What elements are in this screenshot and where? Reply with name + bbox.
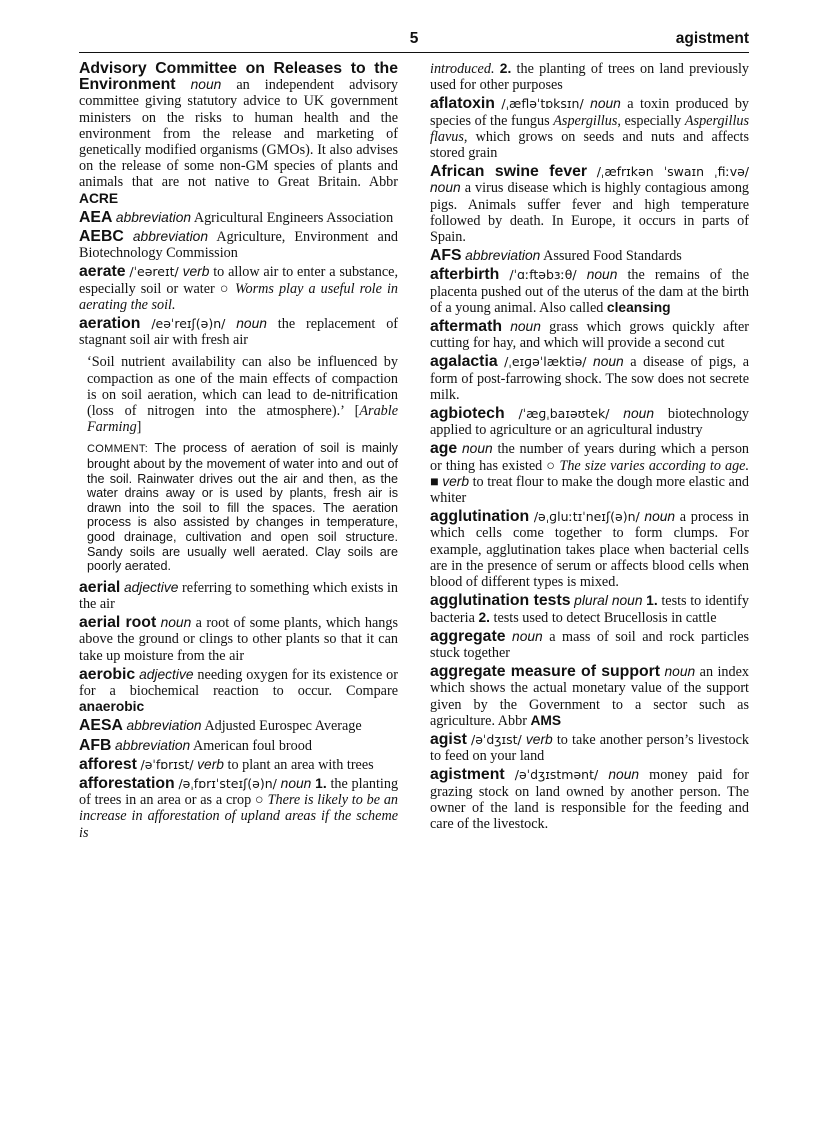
headword: afforestation [79,775,175,793]
definition: the replacement of stagnant soil air with fresh air [79,316,399,349]
part-of-speech: plural noun [574,593,643,609]
pronunciation: /ˌæfrɪkən ˈswaɪn ˌfiːvə/ [596,164,749,180]
example: There is likely to be an increase in afforestation of upland areas if the scheme is [79,792,399,841]
part-of-speech: noun [190,77,222,93]
definition: Agricultural Engineers Association [193,209,394,226]
cross-reference: ACRE [79,190,119,206]
example-circle-icon: ○ [546,457,556,474]
quote-source: Arable Farming [87,403,398,436]
part-of-speech: noun [664,664,696,680]
definition: to treat flour to make the dough more elastic and whiter [430,473,750,507]
entry-age [430,441,749,506]
quote-source-close: ] [136,419,142,436]
entry-afforest [79,757,398,773]
cross-reference: cleansing [606,299,671,315]
headword: AESA [79,717,123,735]
example-circle-icon: ○ [255,792,264,809]
definition: needing oxygen for its existence or for a biochemical reaction to occur. Compare [79,666,398,700]
definition: a root of some plants, which hangs above the ground or clings to other plants so that it can take up moisture from the air [79,615,398,664]
entry-aftermath [430,319,749,351]
entry-afb [79,738,398,754]
sense-number: 1. [646,593,658,609]
pronunciation: /ˈeəreɪt/ [129,264,179,280]
part-of-speech: abbreviation [132,229,209,245]
entry-afforestation-continued [430,61,749,93]
headword: agalactia [430,353,498,371]
part-of-speech: abbreviation [115,737,191,753]
definition: the planting of trees on land previously used for other purposes [430,61,750,94]
quotation [87,354,398,435]
entry-agalactia [430,354,749,403]
definition: grass which grows quickly after cutting for hay, and which will provide a second cut [430,319,750,352]
left-column [79,61,398,844]
part-of-speech: noun [236,316,267,332]
part-of-speech: verb [182,264,210,280]
running-head: agistment [675,30,749,47]
sense-number: 1. [315,776,327,792]
pronunciation: /əˈfɒrɪst/ [140,756,194,772]
entry-aeration [79,316,398,348]
page-header [79,30,749,53]
entry-agglutination-tests [430,593,749,625]
definition: Adjusted Eurospec Average [204,718,362,735]
definition: the number of years during which a person or thing has existed [430,441,750,474]
example: Worms play a useful role in aerating the soil. [79,280,399,313]
headword: afterbirth [430,266,500,284]
entry-aerial [79,580,398,612]
entry-aerobic [79,667,398,716]
definition: a mass of soil and rock particles stuck together [430,628,750,661]
quote-source-open: [ [354,403,360,420]
definition: , which grows on seeds and nuts and affects stored grain [430,128,749,162]
part-of-speech: noun [593,354,624,370]
part-of-speech: noun [160,615,192,631]
part-of-speech: noun [586,267,618,283]
definition: Assured Food Standards [543,248,682,265]
pronunciation: /ˈæɡˌbaɪəʊtek/ [518,406,610,422]
headword: afforest [79,755,137,773]
headword: aggregate [430,627,506,645]
species-name: Aspergillus flavus [430,112,749,145]
headword: aerate [79,263,126,281]
entry-agistment [430,767,749,832]
part-of-speech: verb [442,473,470,489]
example-circle-icon: ○ [219,280,230,297]
definition: a virus disease which is highly contagious among pigs. Animals suffer fever and high temperature followed by death. In Europe, it occurs in parts of Spain. [430,180,750,246]
species-name: Aspergillus [553,112,618,129]
headword: agbiotech [430,405,505,423]
definition: a disease of pigs, a form of post-farrowing shock. The sow does not secrete milk. [430,354,750,403]
part-of-speech: abbreviation [465,248,541,264]
headword: AFB [79,736,112,754]
entry-afs [430,248,749,264]
entry-aea [79,210,398,226]
headword: aflatoxin [430,95,495,113]
entry-acre [79,61,398,207]
sense-number: 2. [478,609,490,625]
definition: referring to something which exists in the air [79,579,399,613]
comment-text: The process of aeration of soil is mainly brought about by the movement of water into and out of the soil. Rainwater drives out the air and then, as the water drains away or is used by plants, fresh air is drawn into the soil to fill the spaces. The aeration process is also assisted by changes in temperature, good drainage, cultivation and open soil structure. Sandy soils are usually well aerated. Clay soils are poorly aerated. [87,441,398,574]
headword: aggregate measure of support [430,663,661,681]
example: introduced. [430,61,495,77]
page-number: 5 [409,30,419,47]
headword: Advisory Committee on Releases to the Environment [79,60,398,94]
definition: an independent advisory committee giving statutory advice to UK government ministers on the risks to human health and the environment from the release and marketing of genetically modified organisms (GMOs). It also advises on the release of some non-GM species of plants and animals that are not native to Great Britain. Abbr [79,77,399,191]
headword: agglutination [430,508,530,526]
part-of-speech: noun [608,767,640,783]
definition: an index which shows the actual monetary value of the support given by the Government to a sector such as agriculture. Abbr [430,664,750,729]
part-of-speech: adjective [123,579,179,595]
right-column [430,61,749,835]
part-of-speech: noun [280,776,312,792]
definition: biotechnology applied to agriculture or an agricultural industry [430,406,750,439]
part-of-speech: noun [623,406,654,422]
headword: AEBC [79,228,124,246]
definition: the planting of trees in an area or as a crop [79,776,399,809]
headword: aftermath [430,318,502,336]
headword: aeration [79,315,141,333]
entry-aerial-root [79,615,398,664]
part-of-speech: noun [512,628,543,644]
headword: agglutination tests [430,592,571,610]
headword: aerobic [79,665,136,683]
definition: money paid for grazing stock on land owned by another person. The owner of the land is responsible for the feeding and care of the livestock. [430,767,749,832]
headword: AEA [79,208,113,226]
definition: to take another person’s livestock to feed on your land [430,731,750,765]
part-of-speech: abbreviation [115,209,192,225]
sense-square-icon: ■ [430,473,439,490]
entry-aesa [79,718,398,734]
definition: a process in which cells come together to form clumps. For example, agglutination takes place when bacterial cells are in the presence of serum or affects blood cells when blood of different types is mixed. [430,509,749,591]
part-of-speech: adjective [139,666,194,682]
entry-african-swine-fever [430,164,749,245]
sense-number: 2. [499,61,512,76]
definition: to plant an area with trees [227,756,374,773]
headword: age [430,440,458,458]
pronunciation: /ˈɑːftəbɜːθ/ [509,267,577,283]
entry-agglutination [430,509,749,590]
definition: the remains of the placenta pushed out of the uterus of the dam at the birth of a young animal. Also called [430,267,750,316]
part-of-speech: noun [590,96,621,112]
entry-afforestation [79,776,398,841]
part-of-speech: verb [525,731,553,747]
definition: a toxin produced by species of the fungus [430,96,750,129]
entry-agbiotech [430,406,749,438]
part-of-speech: noun [430,180,461,196]
entry-aebc [79,229,398,261]
headword: African swine fever [430,163,588,181]
headword: agistment [430,766,505,784]
pronunciation: /əˌɡluːtɪˈneɪʃ(ə)n/ [533,509,640,525]
part-of-speech: noun [462,441,493,457]
part-of-speech: verb [197,756,224,772]
entry-aflatoxin [430,96,749,161]
cross-reference: AMS [530,712,562,728]
pronunciation: /ˌeɪɡəˈlæktiə/ [504,354,587,370]
example: The size varies according to age. [559,457,750,474]
pronunciation: /əˈdʒɪst/ [471,731,522,747]
definition: tests used to detect Brucellosis in cattle [493,609,717,626]
definition: American foul brood [192,737,312,754]
entry-aggregate [430,629,749,661]
part-of-speech: noun [510,319,541,335]
headword: aerial root [79,614,157,632]
headword: AFS [430,247,462,265]
comment-label: COMMENT: [87,443,149,456]
pronunciation: /əˈdʒɪstmənt/ [514,767,599,783]
pronunciation: /əˌfɒrɪˈsteɪʃ(ə)n/ [178,776,277,792]
entry-aggregate-measure-of-support [430,664,749,729]
headword: agist [430,730,467,748]
comment-note [87,441,398,573]
part-of-speech: abbreviation [126,718,202,734]
entry-aerate [79,264,398,313]
pronunciation: /ˌæfləˈtɒksɪn/ [501,96,584,112]
cross-reference: anaerobic [79,699,145,715]
entry-agist [430,732,749,764]
definition: to allow air to enter a substance, especially soil or water [79,264,399,297]
definition: Agriculture, Environment and Biotechnology Commission [79,229,399,262]
definition: , especially [617,112,682,129]
definition: tests to identify bacteria [430,593,749,626]
entry-afterbirth [430,267,749,316]
headword: aerial [79,578,121,596]
pronunciation: /eəˈreɪʃ(ə)n/ [151,316,226,332]
quote-text: ‘Soil nutrient availability can also be influenced by compaction as one of the main effects of compaction is on soil aeration, which can lead to de-nitrification (loss of nitrogen into the atmosphere).’ [87,354,398,420]
part-of-speech: noun [644,509,676,525]
